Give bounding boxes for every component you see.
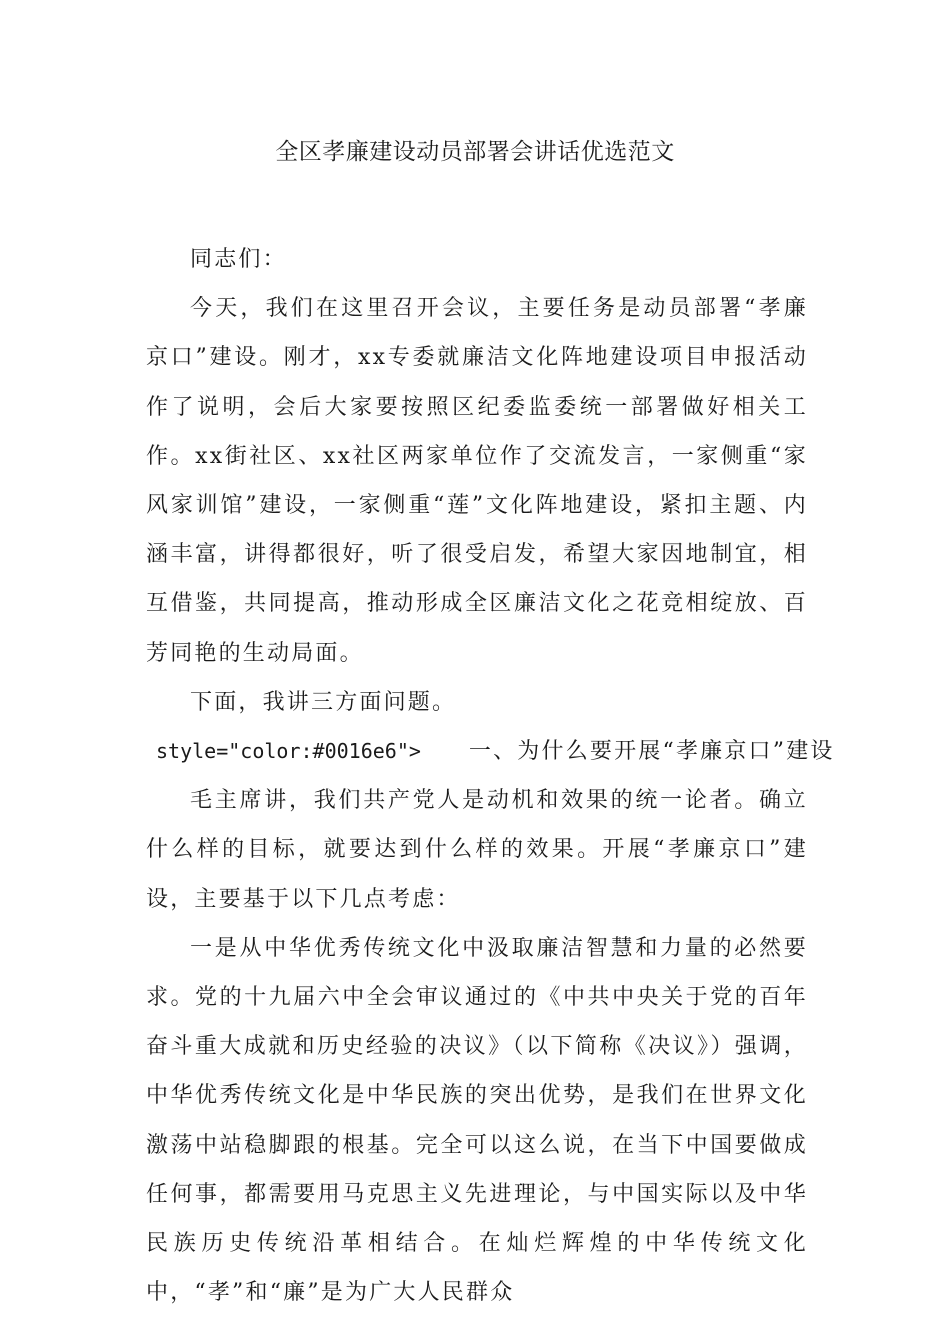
paragraph-motivation: 毛主席讲，我们共产党人是动机和效果的统一论者。确立什么样的目标，就要达到什么样的效果。开展“孝廉京口”建设，主要基于以下几点考虑： <box>146 788 808 912</box>
document-body <box>146 235 835 1317</box>
document-title: 全区孝廉建设动员部署会讲话优选范文 <box>275 139 675 165</box>
stray-markup-text: style="color:#0016e6"> <box>156 739 421 764</box>
section-heading-1: 一、为什么要开展“孝廉京口”建设 <box>468 739 835 765</box>
paragraph-opening: 今天，我们在这里召开会议，主要任务是动员部署“孝廉京口”建设。刚才，xx专委就廉洁文化阵地建设项目申报活动作了说明，会后大家要按照区纪委监委统一部署做好相关工作。xx街社区、xx社区两家单位作了交流发言，一家侧重“家风家训馆”建设，一家侧重“莲”文化阵地建设，紧扣主题、内涵丰富，讲得都很好，听了很受启发，希望大家因地制宜，相互借鉴，共同提高，推动形成全区廉洁文化之花竞相绽放、百芳同艳的生动局面。 <box>146 296 808 666</box>
paragraph-outline: 下面，我讲三方面问题。 <box>190 689 457 715</box>
paragraph-point-one: 一是从中华优秀传统文化中汲取廉洁智慧和力量的必然要求。党的十九届六中全会审议通过的《中共中央关于党的百年奋斗重大成就和历史经验的决议》（以下简称《决议》）强调，中华优秀传统文化是中华民族的突出优势，是我们在世界文化激荡中站稳脚跟的根基。完全可以这么说，在当下中国要做成任何事，都需要用马克思主义先进理论，与中国实际以及中华民族历史传统沿革相结合。在灿烂辉煌的中华传统文化中，“孝”和“廉”是为广大人民群众 <box>146 935 808 1306</box>
salutation: 同志们： <box>190 247 287 272</box>
section-heading-line <box>156 727 835 776</box>
